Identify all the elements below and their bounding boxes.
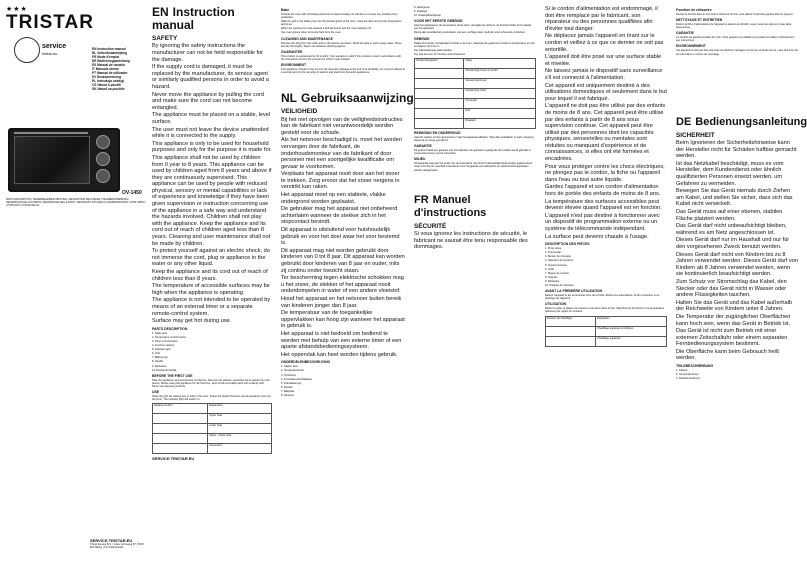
en-use-heading: USE: [152, 389, 159, 394]
fr-part: 6. Grille: [545, 267, 554, 271]
fr-safety-item: L'appareil doit être posé sur une surface stable et nivelée.: [545, 54, 662, 67]
environment-text: This appliance should not be put into the domestic garbage at the end of its durability, but must be offered at a central point for the recycling of electric and electronic domestic appliances.: [281, 67, 405, 75]
text-block: Tip: laat de oven 10 minuten voorverwarmen.: [414, 52, 466, 56]
fr-part: 7. Plaque de cuisson: [545, 271, 570, 275]
nl-safety-heading: VEILIGHEID: [281, 108, 318, 116]
table-header: Position de chauffage: [546, 316, 596, 326]
en-safety-item: The appliance must be placed on a stable, level surface.: [152, 112, 271, 125]
nl-part: 2. Temperatuurknop: [281, 369, 305, 373]
table-cell: Convection: [208, 444, 272, 454]
table-cell: Draaispit: [464, 118, 536, 128]
en-heading: [152, 6, 272, 32]
text-block: Haal het apparaat en de accessoires uit de doos. Verwijder de stickers, de beschermfolie of het plastic van het apparaat.: [414, 24, 532, 31]
footer-code: SERVICE.TRISTAR.EU: [90, 538, 133, 543]
cover-note: PARTS DESCRIPTION | ONDERDELENBESCHRIJVING | DESCRIPTION DES PIÈCES | TEILEBESCHREIBUNG | DESCRIPCIÓN DE LAS PIEZAS | DESCRIZIONE DELLE PARTI | DESCRIÇÃO DAS PEÇAS | DELBESKRIVNING | OPIS CZĘŚCI | POPIS DÍLŮ | POPIS DIELOV: [6, 198, 146, 207]
nl-part: 6. Rooster: [281, 385, 293, 389]
de-safety-item: Die Temperatur der zugänglichen Oberflächen kann hoch sein, wenn das Gerät in Betrieb ist.: [676, 313, 791, 327]
en-part: 1. Glass door: [152, 331, 168, 335]
fr-part: 8. Poignée: [545, 275, 558, 279]
en-safety-heading: SAFETY: [152, 35, 178, 42]
col3-column: [281, 6, 414, 572]
language-list: [92, 47, 152, 91]
service-sub: tristar.eu: [42, 51, 58, 56]
fr-safety-item: L'appareil n'est pas destiné à fonctionner avec un dispositif de programmation externe ou un système de télécommande indépendant.: [545, 212, 660, 232]
nl-safety-item: Het apparaat moet op een stabiele, vlakke ondergrond worden geplaatst.: [281, 192, 386, 205]
text-block: 8. Handgreep: [414, 6, 430, 9]
fr-first-heading: AVANT LA PREMIÈRE UTILISATION: [545, 289, 603, 294]
section-heading: VOOR HET EERSTE GEBRUIK: [414, 19, 463, 24]
table-cell: Chauffage supérieur et inférieur: [596, 326, 667, 336]
language-item: DE Bedienungsanleitung: [92, 59, 130, 63]
fr-part: 10. Poignée de rôtissoire: [545, 284, 574, 288]
environment-heading: ENVIRONMENT: [281, 62, 307, 67]
en-part: 9. Rotisserie: [152, 364, 167, 368]
text-block: Cet appareil ne doit pas être jeté avec les déchets ménagers à la fin de sa durée de vie, mais doit être mis au rebut dans un centre de recyclage.: [676, 49, 798, 56]
fr-safety-item: Si vous ignorez les instructions de sécurité, le fabricant ne saurait être tenu responsable des dommages.: [414, 231, 528, 251]
de-safety-item: Bewegen Sie das Gerät niemals durch Ziehen am Kabel, und stellen Sie sicher, dass sich das Kabel nicht verwickelt.: [676, 188, 793, 208]
language-item: PL Instrukcja obsługi: [92, 79, 125, 83]
nl-part: 3. Timerknop: [281, 373, 296, 377]
knob-icon: [96, 152, 110, 166]
en-title: Instruction manual: [152, 5, 235, 32]
text-block: Het indicatielampje gaat branden.: [414, 48, 453, 52]
en-safety-item: This appliance shall not be used by children from 0 year to 8 years. This appliance can be used by children aged from 8 years and above if they are continuously supervised. This appliance can be used by people with reduced physical, sensory or mental capabilities or lack of experience and knowledge if they have been given supervision or instruction concerning use of the appliance in a safe way and understand the hazards involved. Children shall not play with the appliance. Keep the appliance and its cord out of reach of children aged less than 8 years. Cleaning and user maintenance shall not be made by children.: [152, 154, 272, 247]
en-part: 4. Function selector: [152, 344, 175, 348]
oven-illustration: [8, 128, 120, 192]
nl-safety-item: Het apparaat is niet bedoeld om bediend te worden met behulp van een externe timer of een aparte afstandsbedieningssysteem.: [281, 330, 402, 351]
model-number: OV-1450: [122, 190, 142, 196]
fr-use-heading: UTILISATION: [545, 302, 567, 307]
fr-parts-heading: DESCRIPTION DES PIÈCES: [545, 242, 590, 247]
knob-icon: [96, 169, 110, 183]
en-parts-heading: PARTS DESCRIPTION: [152, 326, 188, 331]
nl-part: 4. Functiekeuzeschakelaar: [281, 377, 312, 381]
footer-address: Tristar Europe B.V. | Jules Verneweg 87 | 5015 BH Tilburg | The Netherlands: [90, 543, 144, 550]
de-safety-item: Dieses Gerät darf nicht von Kindern bis zu 8 Jahren verwendet werden. Dieses Gerät darf von Kindern ab 8 Jahren verwendet werden, wenn sie kontinuierlich beaufsichtigt werden.: [676, 251, 798, 278]
col4-column: [414, 6, 536, 572]
text-block: Slide the grill or the baking tray into the desired guide of the oven, close the door and set the temperature and timer.: [281, 20, 402, 27]
fr-safety-heading: SÉCURITÉ: [414, 222, 447, 230]
en-part: 8. Handle: [152, 360, 164, 364]
fr-safety-item: Ne déplacez jamais l'appareil en tirant sur le cordon et veillez à ce que ce dernier ne soit pas entortillé.: [545, 33, 664, 53]
de-safety-item: Zum Schutz vor Stromschlag das Kabel, den Stecker oder das Gerät nicht in Wasser oder andere Flüssigkeiten tauchen.: [676, 278, 787, 299]
table-cell: [415, 108, 464, 118]
fr-first-text: Retirez l'appareil et les accessoires hors de la boîte. Retirez les autocollants, le film protecteur ou le plastique de l'appareil.: [545, 294, 660, 301]
table-header: Explication: [596, 316, 667, 326]
table-cell: [153, 424, 208, 434]
language-item: ES Manual de usuario: [92, 63, 126, 67]
en-safety-item: By ignoring the safety instructions the manufacturer can not be held responsible for the damage.: [152, 43, 264, 63]
en-safety-item: The appliance is not intended to be operated by means of an external timer or a separate remote-control system.: [152, 297, 271, 317]
nl-safety-item: Verplaats het apparaat nooit door aan het snoer te trekken. Zorg ervoor dat het snoer nergens in verstrikt kan raken.: [281, 171, 400, 191]
table-header: Uitleg: [464, 58, 536, 68]
table-cell: Upper + lower heat: [208, 434, 272, 444]
text-block: 10. Draaispithandgreep: [414, 14, 441, 18]
service-icon: [14, 37, 40, 63]
table-cell: [415, 88, 464, 98]
en-part: 6. Grill: [152, 352, 160, 356]
fr-part: 5. Voyant lumineux: [545, 263, 567, 267]
table-header: Explanation: [208, 404, 272, 414]
section-heading: REINIGING EN ONDERHOUD: [414, 130, 461, 135]
fr-part: 9. Rôtissoire: [545, 279, 560, 283]
table-cell: Convectie: [464, 98, 536, 108]
en-first-use-heading: BEFORE THE FIRST USE: [152, 373, 193, 378]
de-title: Bedienungsanleitung: [695, 115, 807, 128]
text-block: Insérez la broche dans le trou droit à l'intérieur du four, puis placez l'extrémité gauche dans le support.: [676, 13, 794, 16]
text-block: Dit product heeft een garantie van 24 maanden. De garantie is geldig als het product wordt gebruikt in overeenstemming met de instructies.: [414, 149, 531, 156]
guarantee-text: This product is guaranteed for 24 months. Your warranty is valid if the product is used in accordance with the instructions and for the purpose for which it was created.: [281, 54, 402, 61]
section-heading: MILIEU: [414, 157, 426, 162]
fr-safety-item: L'appareil ne doit pas être utilisé par des enfants de moins de 8 ans. Cet appareil peut être utilisé par des enfants à partir de 8 ans sous supervision continue. Cet appareil peut être utilisé par des personnes dont les capacités physiques, sensorielles ou mentales sont réduites ou manquant d'expérience et de connaissances, si elles ont été formées et encadrées.: [545, 103, 666, 163]
table-cell: [153, 434, 208, 444]
language-item: SV Bruksanvisning: [92, 75, 122, 79]
table-cell: [153, 444, 208, 454]
text-block: Reinig alle verwijderbare onderdelen met een vochtige doek. Gebruik nooit schurende producten.: [414, 31, 526, 35]
de-part: 2. Temperaturknopf: [676, 373, 699, 377]
fr-safety-item: Si le cordon d'alimentation est endommagé, il doit être remplacé par le fabricant, son réparateur ou des personnes qualifiées afin d'éviter tout danger.: [545, 6, 658, 32]
oven-door-glass: [14, 136, 90, 184]
fr-safety-item: Cet appareil est uniquement destiné à des utilisations domestiques et seulement dans le but pour lequel il est fabriqué.: [545, 82, 667, 102]
table-header: Heating position: [153, 404, 208, 414]
en-use: Place the grill, the baking tray or both in the oven. Select the desired function and temperature, then set the timer. The indicator light will switch on.: [152, 394, 271, 402]
en-safety-item: This appliance is only to be used for household purposes and only for the purpose it is made for.: [152, 140, 272, 154]
language-item: FR Mode d'emploi: [92, 55, 120, 59]
en-first-use: Take the appliance and accessories out the box. Remove the stickers, protective foil or plastic from the device. Before using the appliance for the first time, wipe off all removable parts with a damp cloth. Never use abrasive products.: [152, 378, 270, 388]
fr-safety-item: Ne laissez jamais le dispositif sans surveillance s'il est connecté à l'alimentation.: [545, 68, 663, 81]
fr-safety-item: La surface peut devenir chaude à l'usage.: [545, 233, 649, 240]
en-column: [152, 6, 272, 572]
fr-code: FR: [414, 193, 429, 206]
col6-column: [676, 6, 807, 572]
table-cell: [546, 326, 596, 336]
table-cell: [415, 78, 464, 88]
section-heading: NETTOYAGE ET ENTRETIEN: [676, 18, 723, 23]
fr-safety-item: Gardez l'appareil et son cordon d'alimentation hors de portée des enfants de moins de 8 ans.: [545, 184, 661, 198]
language-item: NL Gebruiksaanwijzing: [92, 51, 128, 55]
guarantee-heading: GUARANTEE: [281, 49, 303, 54]
fr-part: 2. Thermostat: [545, 251, 561, 255]
table-cell: Chauffage supérieur: [596, 336, 667, 346]
fr-use-text: Placez la grille, la plaque de cuisson ou les deux dans le four. Sélectionnez la fonction et la température désirées puis réglez la minuterie.: [545, 307, 665, 314]
table-cell: [415, 98, 464, 108]
table-cell: Grill: [464, 108, 536, 118]
de-part: 1. Glastür: [676, 369, 688, 373]
text-block: Haal de stekker uit het stopcontact en laat het apparaat afkoelen. Was alle onderdelen in warm zeepsop. Spoel na en droog grondig af.: [414, 135, 535, 143]
en-footer-code: SERVICE.TRISTAR.EU: [152, 456, 195, 462]
nl-safety-item: De temperatuur van de toegankelijke oppervlakken kan hoog zijn wanneer het apparaat in gebruik is.: [281, 310, 405, 330]
table-cell: [153, 414, 208, 424]
nl-safety-item: Het oppervlak kan heet worden tijdens gebruik.: [281, 351, 398, 358]
nl-safety-item: Als het netsnoer beschadigd is, moet het worden vervangen door de fabrikant, de onderhoudsmonteur van de fabrikant of door personen met een soortgelijke kwalificatie om gevaar te voorkomen.: [281, 137, 402, 170]
de-safety-item: Dieses Gerät darf nur im Haushalt und nur für den vorgesehenen Zweck benutzt werden.: [676, 237, 790, 250]
en-part: 3. Timer control button: [152, 339, 178, 343]
en-code: EN: [152, 5, 169, 19]
en-safety-item: The temperature of accessible surfaces may be high when the appliance is operating.: [152, 283, 270, 296]
table-cell: Verwarming boven en onder: [464, 68, 536, 78]
section-heading: GARANTIE: [676, 31, 694, 36]
cover-footer: [90, 538, 146, 550]
brand-logo: TRISTAR: [6, 12, 94, 33]
text-block: Ce produit est garanti pendant 24 mois. Votre garantie est valable si le produit est utilisé conformément aux instructions.: [676, 36, 795, 43]
en-safety-item: Surface may get hot during use.: [152, 318, 232, 325]
text-block: 9. Draaispit: [414, 10, 428, 14]
table-header: Verwarmingsstand: [415, 58, 464, 68]
de-heading: [676, 115, 807, 129]
fr-part: 1. Porte vitrée: [545, 247, 562, 251]
section-heading: GEBRUIK: [414, 36, 430, 41]
nl-part: 8. Handvat: [281, 393, 294, 397]
en-safety-item: Keep the appliance and its cord out of reach of children less than 8 years.: [152, 269, 268, 282]
table-cell: Verwarming onder: [464, 88, 536, 98]
de-code: DE: [676, 115, 692, 128]
table-cell: Upper heat: [208, 414, 272, 424]
en-safety-item: If the supply cord is damaged, it must be replaced by the manufacturer, its service agent or similarly qualified persons in order to avoid a hazard.: [152, 64, 269, 90]
fr-safety-item: La température des surfaces accessibles peut devenir élevée quand l'appareil est en fonction.: [545, 198, 662, 212]
fr-part: 3. Bouton de minuterie: [545, 255, 572, 259]
en-part: 10. Rotisserie handle: [152, 368, 177, 372]
en-part: 5. Indicator light: [152, 348, 171, 352]
text-block: When the cooking time has elapsed a bell will sound and the oven switches off.: [281, 27, 372, 31]
de-safety-item: Das Gerät ist nicht zum Betrieb mit einer externen Zeitschaltuhr oder einem separaten Fernbedienungssystem bestimmt.: [676, 328, 788, 348]
service-label: service: [42, 43, 67, 50]
en-safety-item: Never move the appliance by pulling the cord and make sure the cord can not become entangled.: [152, 91, 264, 111]
text-block: Preheat the oven with all heating elements for approximately 10 minutes to remove any residues from production.: [281, 13, 398, 20]
de-safety-item: Ist das Netzkabel beschädigt, muss es vom Hersteller, dem Kundendienst oder ähnlich qualifizierten Personen ersetzt werden, um Gefahren zu vermeiden.: [676, 160, 784, 187]
language-item: SK Návod na použitie: [92, 87, 125, 91]
table-cell: Verwarming boven: [464, 78, 536, 88]
de-safety-item: Beim Ignorieren der Sicherheitshinweise kann der Hersteller nicht für Schäden haftbar gemacht werden.: [676, 140, 797, 160]
de-parts-heading: TEILEBESCHREIBUNG: [676, 364, 714, 369]
nl-safety-item: Dit apparaat mag niet worden gebruikt door kinderen van 0 tot 8 jaar. Dit apparaat kan worden gebruikt door kinderen van 8 jaar en ouder, mits zij continu onder toezicht staan.: [281, 247, 405, 274]
en-safety-item: The user must not leave the device unattended while it is connected to the supply.: [152, 126, 269, 140]
section-heading: GARANTIE: [414, 144, 432, 149]
cleaning-heading: CLEANING AND MAINTENANCE: [281, 36, 333, 41]
text-block: Dit apparaat mag aan het einde van de levensduur niet bij het huishoudelijk afval worden gedeponeerd, maar moet bij een speciaal inzamelpunt voor hergebruik van elektrische en elektronische apparaten worden aangeboden.: [414, 162, 533, 172]
brand-stars: ★★★: [6, 6, 28, 13]
nl-code: NL: [281, 91, 297, 106]
de-safety-item: Halten Sie das Gerät und das Kabel außerhalb der Reichweite von Kindern unter 8 Jahren.: [676, 299, 792, 313]
nl-heading: [281, 91, 414, 106]
nl-safety-item: Bij het niet opvolgen van de veiligheidsinstructies kan de fabrikant niet verantwoordelijk worden gesteld voor de schade.: [281, 116, 403, 136]
fr-heading: [414, 194, 536, 220]
nl-part: 7. Bakplaat: [281, 389, 294, 393]
de-safety-item: Das Gerät muss auf einer ebenen, stabilen Fläche platziert werden.: [676, 209, 783, 222]
nl-part: 5. Indicatielampje: [281, 381, 302, 385]
nl-heating-table: [414, 58, 536, 129]
en-part: 2. Temperature control button: [152, 335, 186, 339]
nl-title: Gebruiksaanwijzing: [301, 91, 414, 106]
cleaning-text: Remove the plug from the outlet and let the device cool down. Wash all parts in warm soapy water. Rinse and dry thoroughly. Never use abrasive cleaning agents.: [281, 41, 402, 48]
table-cell: [546, 336, 596, 346]
section-heading: Fonction de rôtissoire: [676, 8, 712, 12]
knob-icon: [96, 135, 110, 149]
table-cell: [415, 118, 464, 128]
language-item: IT Manuale utente: [92, 67, 119, 71]
language-item: EN Instruction manual: [92, 47, 126, 51]
nl-parts-heading: ONDERDELENBESCHRIJVING: [281, 360, 331, 365]
nl-safety-item: Houd het apparaat en het netsnoer buiten bereik van kinderen jonger dan 8 jaar.: [281, 295, 402, 309]
fr-heating-table: [545, 316, 667, 347]
language-item: PT Manual de utilizador: [92, 71, 128, 75]
bake-heading: Bake: [281, 8, 290, 12]
nl-safety-item: Dit apparaat is uitsluitend voor huishoudelijk gebruik en voor het doel waar het voor bestemd is.: [281, 227, 400, 247]
oven-handle: [14, 132, 88, 134]
language-item: CS Návod k použití: [92, 83, 121, 87]
de-safety-item: Das Gerät darf nicht unbeaufsichtigt bleiben, während es am Netz angeschlossen ist.: [676, 223, 787, 236]
text-block: Retirez la fiche d'alimentation de l'appareil et laissez-le refroidir. Lavez toutes les pièces à l'eau tiède savonneuse.: [676, 23, 792, 30]
de-safety-item: Die Oberfläche kann beim Gebrauch heiß werden.: [676, 348, 780, 362]
en-part: 7. Baking tray: [152, 356, 168, 360]
table-cell: Lower heat: [208, 424, 272, 434]
fr-part: 4. Sélecteur de fonctions: [545, 259, 574, 263]
fr-title: Manuel d'instructions: [414, 193, 487, 219]
en-safety-item: To protect yourself against an electric shock, do not immerse the cord, plug or appliance in the water or any other liquid.: [152, 248, 270, 268]
fr-safety-item: Pour vous protéger contre les chocs électriques, ne plongez pas le cordon, la fiche ou l'appareil dans l'eau ou tout autre liquide.: [545, 163, 665, 183]
col5-column: [545, 6, 667, 572]
de-safety-heading: SICHERHEIT: [676, 131, 715, 139]
section-heading: ENVIRONNEMENT: [676, 44, 706, 49]
table-cell: [415, 68, 464, 78]
de-part: 3. Heizelementknopf: [676, 377, 700, 381]
nl-safety-item: De gebruiker mag het apparaat niet onbeheerd achterlaten wanneer de stekker zich in het stopcontact bevindt.: [281, 206, 398, 226]
text-block: Use oven gloves when removing food from the oven.: [281, 31, 342, 35]
nl-part: 1. Glazen deur: [281, 365, 299, 369]
nl-safety-item: Ter bescherming tegen elektrische schokken mag u het snoer, de stekker of het apparaat nooit onderdompelen in water of een andere vloeistof.: [281, 275, 404, 295]
text-block: Plaats het rooster, de bakplaat of beide in de oven. Selecteer de gewenste functie en temperatuur en stel vervolgens de timer in.: [414, 41, 535, 48]
en-heating-table: [152, 403, 272, 454]
